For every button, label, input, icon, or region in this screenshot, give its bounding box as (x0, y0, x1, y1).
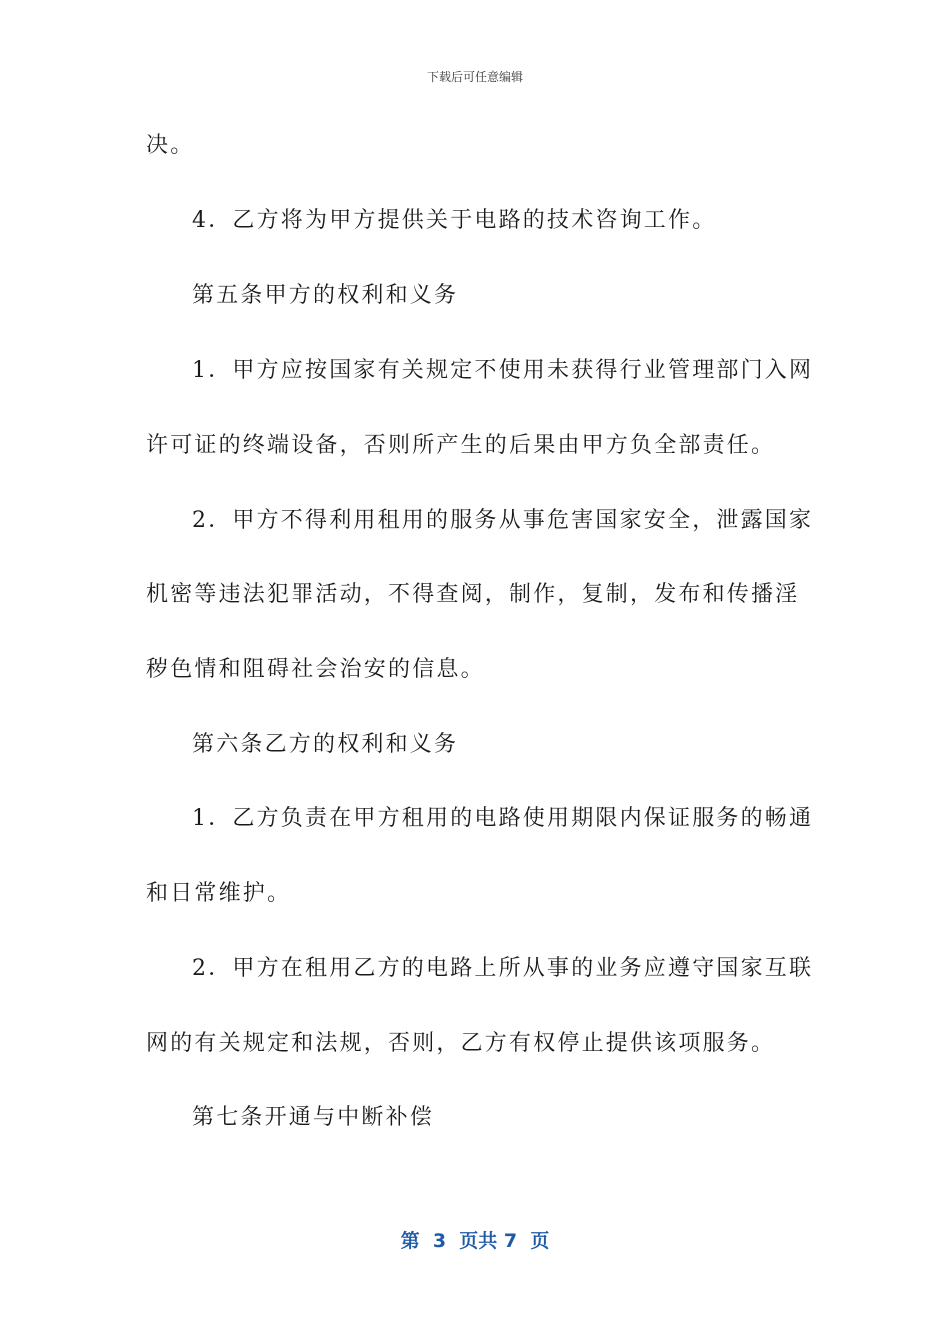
body-line: 决。 (146, 133, 195, 158)
section-heading: 第五条甲方的权利和义务 (192, 283, 459, 308)
body-line: 许可证的终端设备，否则所产生的后果由甲方负全部责任。 (146, 433, 776, 458)
body-line: 4．乙方将为甲方提供关于电路的技术咨询工作。 (192, 208, 717, 233)
body-line: 2．甲方在租用乙方的电路上所从事的业务应遵守国家互联 (192, 956, 814, 981)
body-line: 秽色情和阻碍社会治安的信息。 (146, 657, 485, 682)
body-line: 机密等违法犯罪活动，不得查阅，制作，复制，发布和传播淫 (146, 582, 800, 607)
body-line: 2．甲方不得利用租用的服务从事危害国家安全，泄露国家 (192, 508, 814, 533)
body-line: 1．乙方负责在甲方租用的电路使用期限内保证服务的畅通 (192, 806, 814, 831)
body-line: 网的有关规定和法规，否则，乙方有权停止提供该项服务。 (146, 1031, 776, 1056)
page-number: 第 3 页共 7 页 (400, 1230, 550, 1252)
section-heading: 第七条开通与中断补偿 (192, 1105, 435, 1130)
header-note: 下载后可任意编辑 (426, 70, 523, 84)
section-heading: 第六条乙方的权利和义务 (192, 732, 459, 757)
body-line: 和日常维护。 (146, 881, 292, 906)
body-line: 1．甲方应按国家有关规定不使用未获得行业管理部门入网 (192, 358, 814, 383)
